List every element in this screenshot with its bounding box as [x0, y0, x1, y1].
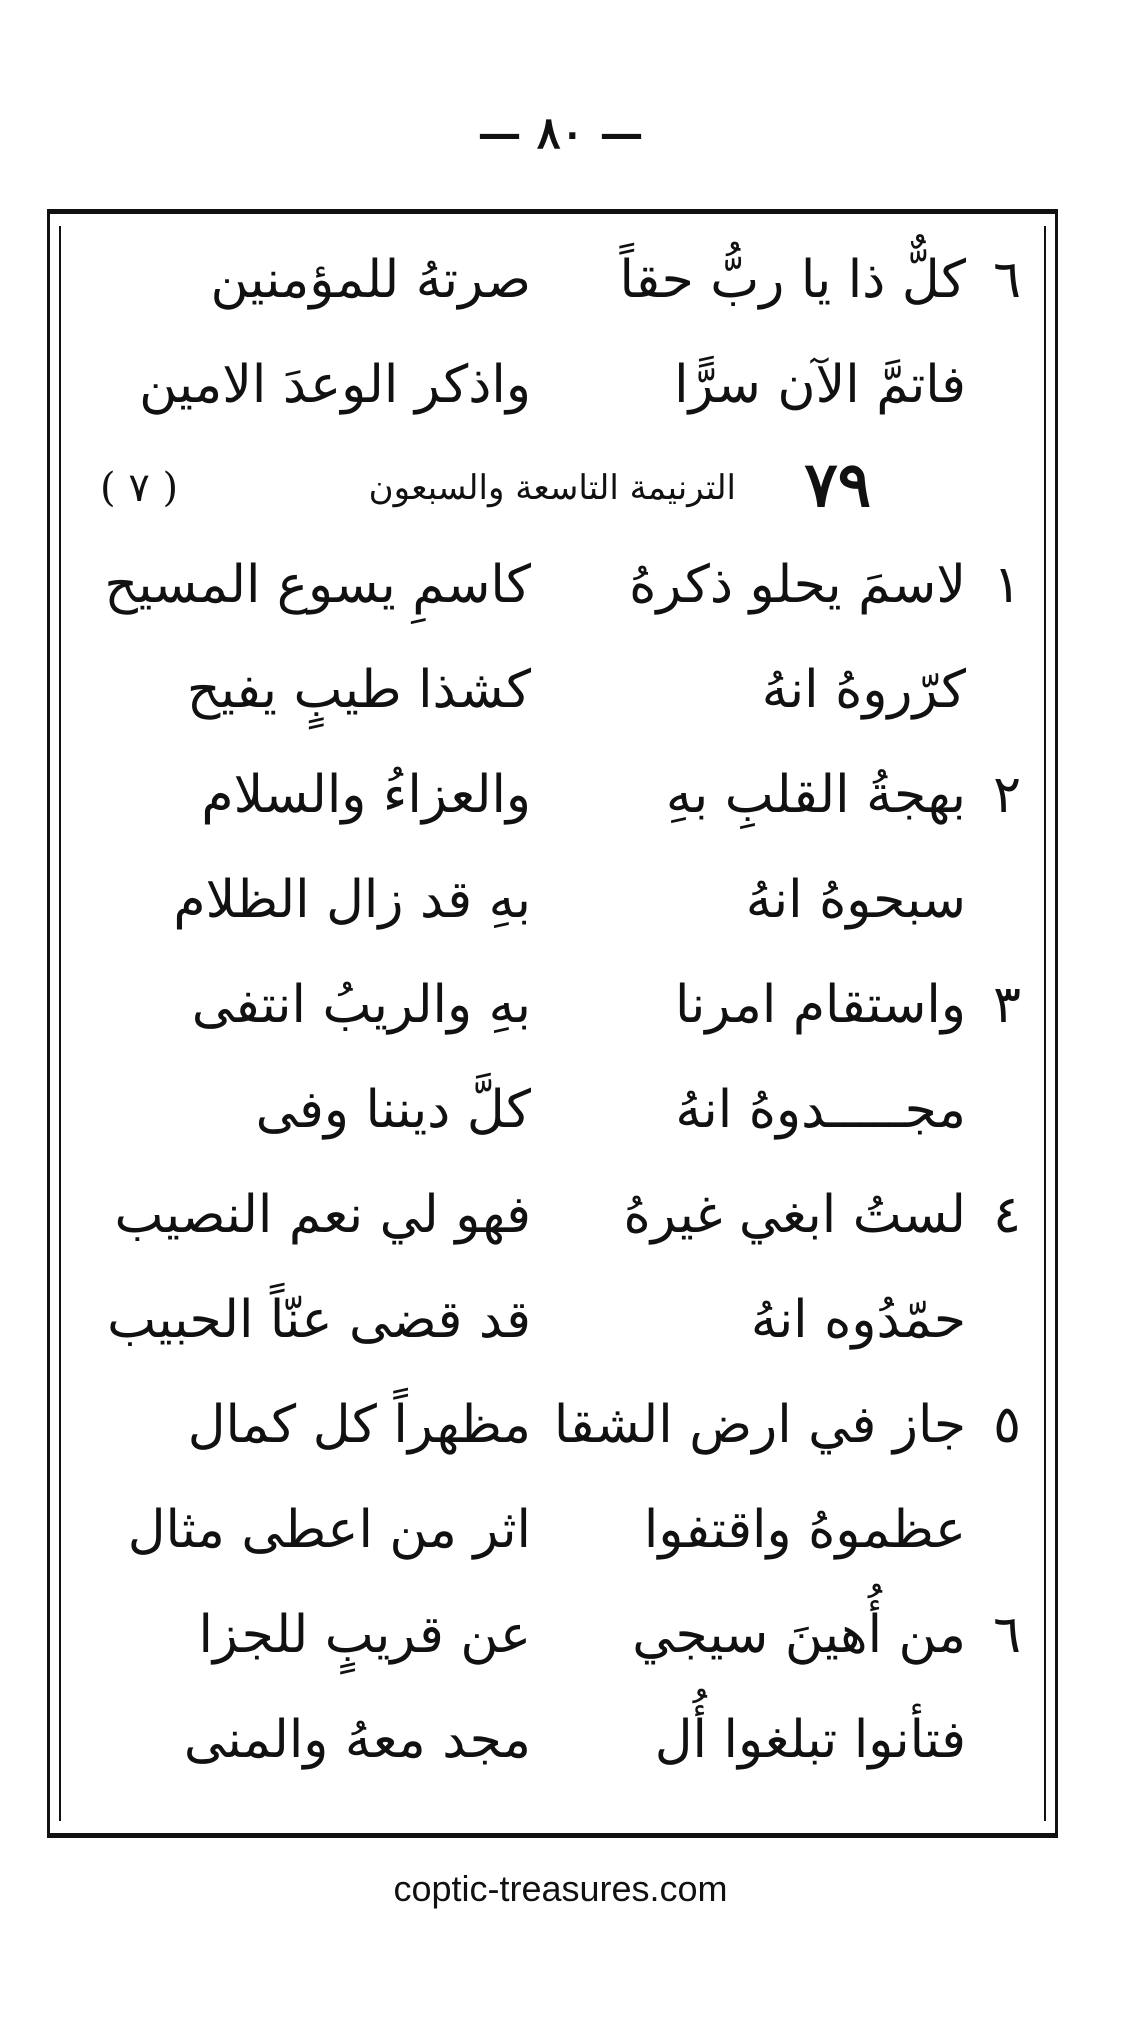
verse-line — [0, 955, 1121, 1055]
line-second-half: عن قريبٍ للجزا — [198, 1605, 531, 1665]
line-first-half: حمّدُوه انهُ — [750, 1290, 966, 1350]
line-second-half: مظهراً كل كمال — [187, 1395, 531, 1455]
line-first-half: كرّروهُ انهُ — [761, 660, 966, 720]
verse-line — [0, 1375, 1121, 1475]
line-first-half: جاز في ارض الشقا — [553, 1395, 966, 1455]
hymn-tune-number: ( ٧ ) — [100, 465, 179, 511]
stanza-number: ١ — [993, 555, 1021, 615]
line-second-half: قد قضى عنّاً الحبيب — [107, 1290, 531, 1350]
hymn-heading — [0, 450, 1121, 520]
line-second-half: بهِ والريبُ انتفى — [191, 975, 531, 1035]
verse-line — [0, 1585, 1121, 1685]
stanza-number: ٤ — [993, 1185, 1021, 1245]
line-first-half: مجـــــدوهُ انهُ — [675, 1080, 966, 1140]
verse-line — [0, 1690, 1121, 1790]
line-second-half: كاسمِ يسوع المسيح — [104, 555, 531, 615]
line-first-half: لستُ ابغي غيرهُ — [623, 1185, 966, 1245]
stanza-number: ٥ — [993, 1395, 1021, 1455]
line-second-half: واذكر الوعدَ الامين — [139, 355, 531, 415]
stanza-number: ٦ — [993, 250, 1021, 310]
source-watermark: coptic-treasures.com — [393, 1868, 728, 1909]
stanza-number: ٢ — [993, 765, 1021, 825]
stanza-number: ٣ — [993, 975, 1021, 1035]
verse-line — [0, 1270, 1121, 1370]
verse-line — [0, 745, 1121, 845]
verse-line — [0, 1060, 1121, 1160]
line-second-half: كلَّ ديننا وفى — [255, 1080, 531, 1140]
page-number: — ٨٠ — — [477, 108, 644, 159]
line-second-half: اثر من اعطى مثال — [127, 1500, 531, 1560]
verse-line — [0, 1165, 1121, 1265]
line-first-half: فتأنوا تبلغوا أُل — [654, 1710, 966, 1770]
line-first-half: سبحوهُ انهُ — [745, 870, 966, 930]
line-first-half: فاتمَّ الآن سرًّا — [674, 355, 966, 415]
line-second-half: والعزاءُ والسلام — [201, 765, 531, 825]
verse-line — [0, 535, 1121, 635]
line-first-half: عظموهُ واقتفوا — [643, 1500, 966, 1560]
verse-line — [0, 640, 1121, 740]
line-first-half: بهجةُ القلبِ بهِ — [665, 765, 966, 825]
stanza-number: ٦ — [993, 1605, 1021, 1665]
line-first-half: لاسمَ يحلو ذكرهُ — [629, 555, 966, 615]
line-second-half: كشذا طيبٍ يفيح — [186, 660, 531, 720]
line-first-half: واستقام امرنا — [674, 975, 966, 1035]
line-first-half: من أُهينَ سيجي — [632, 1605, 966, 1665]
line-second-half: مجد معهُ والمنى — [183, 1710, 531, 1770]
line-second-half: صرتهُ للمؤمنين — [210, 250, 531, 310]
line-second-half: فهو لي نعم النصيب — [114, 1185, 531, 1245]
verse-line — [0, 335, 1121, 435]
verse-line — [0, 1480, 1121, 1580]
line-second-half: بهِ قد زال الظلام — [173, 870, 531, 930]
hymn-number: ٧٩ — [804, 448, 871, 521]
verse-line — [0, 850, 1121, 950]
hymn-title: الترنيمة التاسعة والسبعون — [368, 468, 736, 508]
line-first-half: كلٌّ ذا يا ربُّ حقاً — [619, 250, 966, 310]
verse-line — [0, 230, 1121, 330]
